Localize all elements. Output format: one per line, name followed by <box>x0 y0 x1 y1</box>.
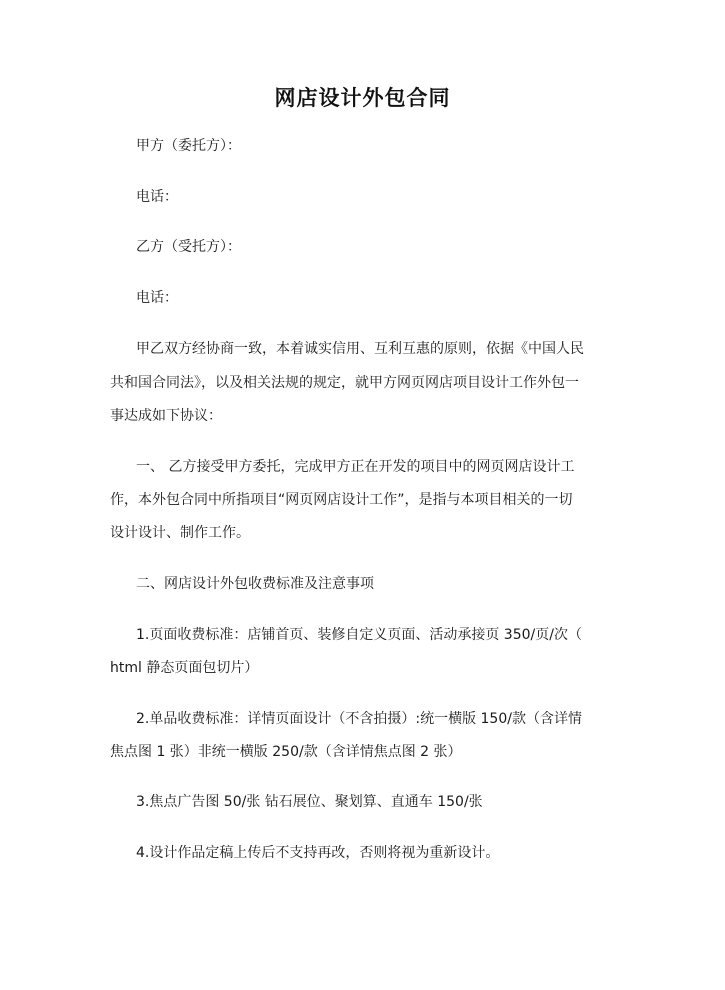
intro-line: 共和国合同法》，以及相关法规的规定，就甲方网页网店项目设计工作外包一 <box>110 375 579 391</box>
fee-item-2-line: 焦点图 1 张）非统一横版 250/款（含详情焦点图 2 张） <box>110 744 462 760</box>
clause-1-line: 一、 乙方接受甲方委托，完成甲方正在开发的项目中的网页网店设计工 <box>136 459 575 475</box>
fee-item-4: 4.设计作品定稿上传后不支持再改，否则将视为重新设计。 <box>136 845 500 861</box>
document-title: 网店设计外包合同 <box>274 85 451 110</box>
party-a-label: 甲方（委托方）： <box>136 138 241 154</box>
party-b-phone-label: 电话： <box>136 290 178 306</box>
fee-item-1-line: html 静态页面包切片） <box>110 660 259 676</box>
clause-1-line: 设计设计、制作工作。 <box>110 525 250 541</box>
intro-line: 事达成如下协议： <box>110 408 222 424</box>
fee-item-1-line: 1.页面收费标准：店铺首页、装修自定义页面、活动承接页 350/页/次（ <box>136 627 582 643</box>
fee-item-2-line: 2.单品收费标准：详情页面设计（不含拍摄）:统一横版 150/款（含详情 <box>136 711 582 727</box>
intro-line: 甲乙双方经协商一致，本着诚实信用、互利互惠的原则，依据《中国人民 <box>136 341 584 357</box>
party-a-phone-label: 电话： <box>136 189 178 205</box>
clause-2-heading: 二、网店设计外包收费标准及注意事项 <box>136 576 374 592</box>
party-b-label: 乙方（受托方）： <box>136 239 241 255</box>
clause-1-line: 作，本外包合同中所指项目“网页网店设计工作”，是指与本项目相关的一切 <box>110 492 573 508</box>
fee-item-3: 3.焦点广告图 50/张 钻石展位、聚划算、直通车 150/张 <box>136 794 483 810</box>
